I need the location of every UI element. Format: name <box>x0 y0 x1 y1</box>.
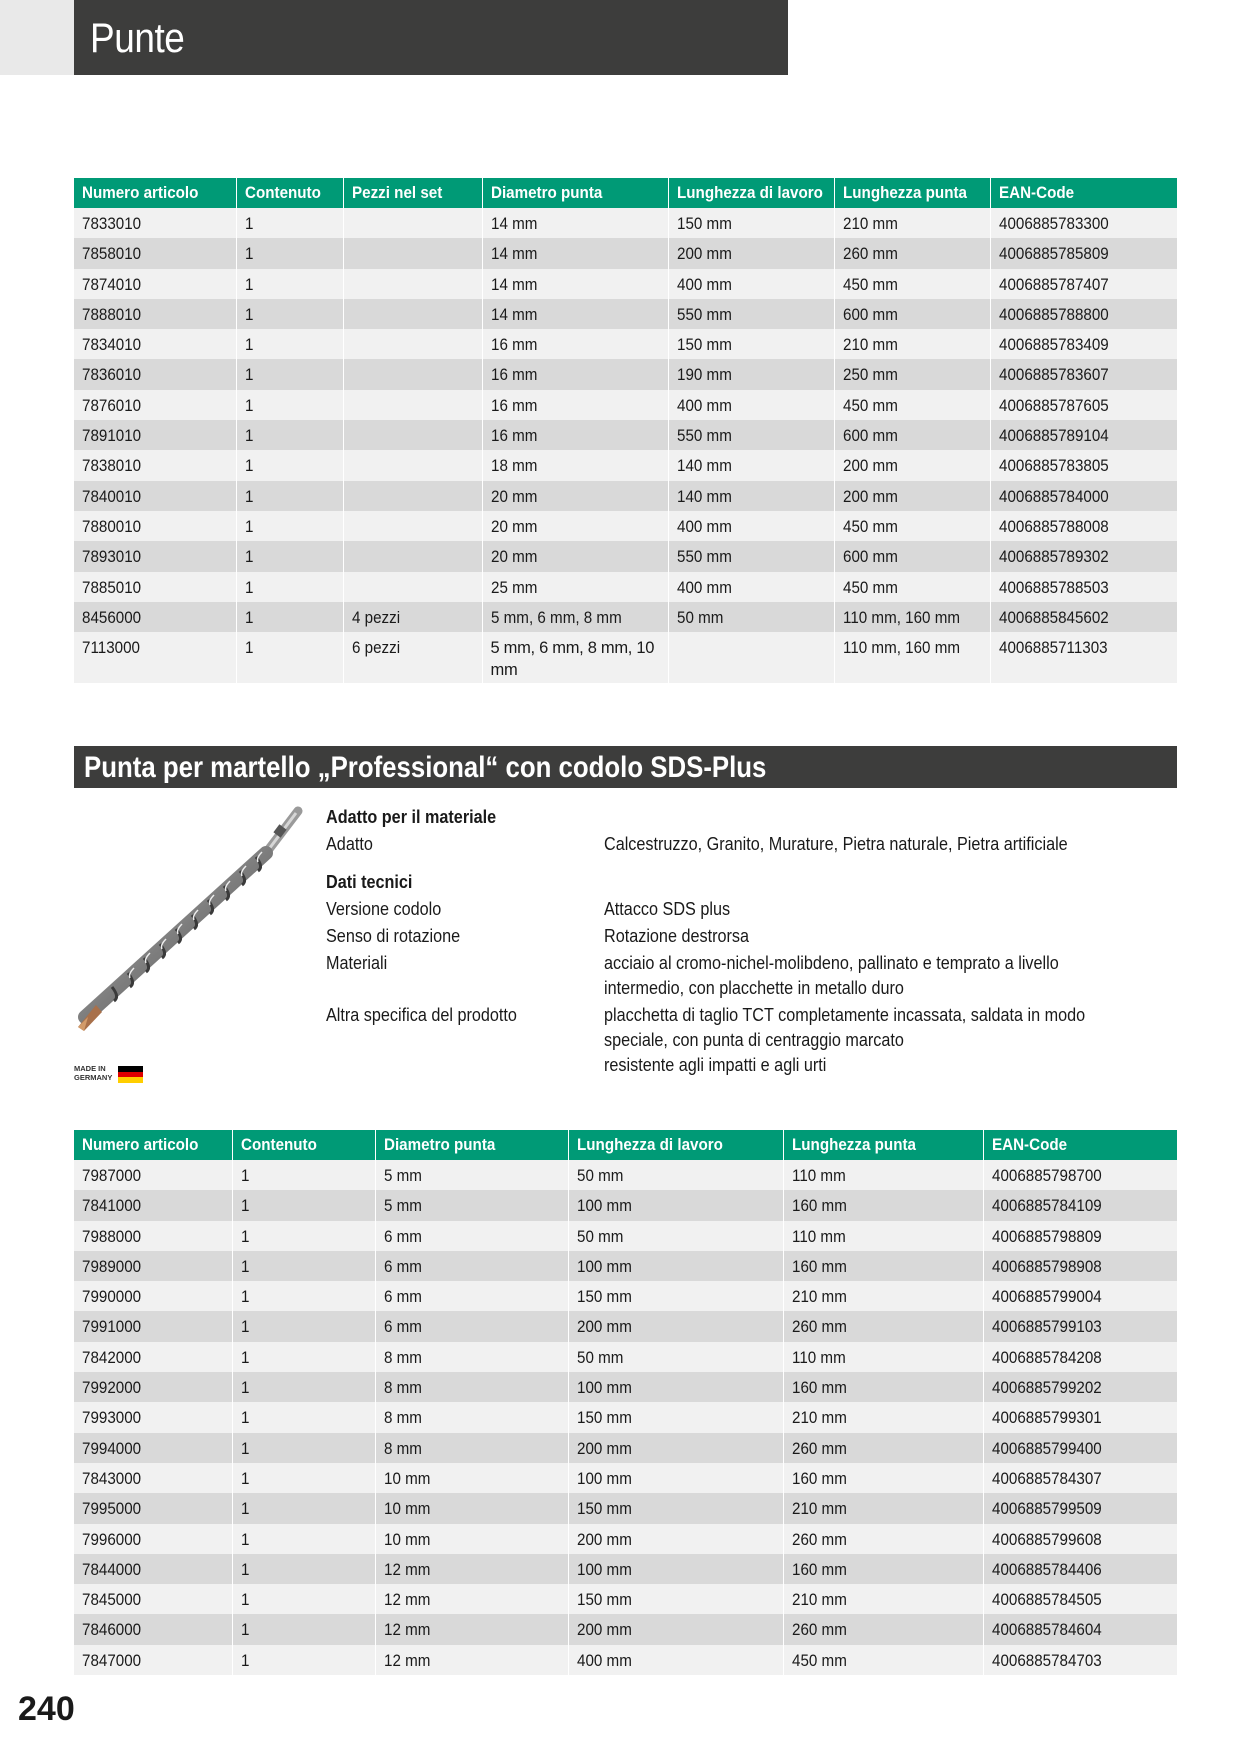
table-cell: 16 mm <box>482 329 668 359</box>
column-header: Lunghezza punta <box>834 178 990 208</box>
column-header: Pezzi nel set <box>343 178 482 208</box>
table-cell: 25 mm <box>482 572 668 602</box>
table-cell: 1 <box>232 1251 375 1281</box>
rotazione-value: Rotazione destrorsa <box>604 926 749 946</box>
table-cell: 4006885799103 <box>983 1311 1177 1341</box>
table-cell: 4006885784406 <box>983 1554 1177 1584</box>
table-cell: 200 mm <box>834 450 990 480</box>
table-cell: 160 mm <box>783 1372 983 1402</box>
table-cell: 150 mm <box>568 1402 783 1432</box>
table-cell: 200 mm <box>568 1433 783 1463</box>
table-cell <box>343 208 482 238</box>
table-cell: 110 mm <box>783 1221 983 1251</box>
table-cell: 1 <box>232 1372 375 1402</box>
table-cell: 7838010 <box>74 450 236 480</box>
table-cell: 4006885787407 <box>990 269 1177 299</box>
table-cell: 6 mm <box>375 1281 568 1311</box>
table-cell: 260 mm <box>783 1524 983 1554</box>
table-cell: 150 mm <box>668 329 834 359</box>
table-cell: 140 mm <box>668 450 834 480</box>
table-row <box>74 511 1177 541</box>
column-header: Contenuto <box>236 178 343 208</box>
table-row <box>74 1524 1177 1554</box>
table-header-row <box>74 178 1177 208</box>
table-cell: 4006885784109 <box>983 1190 1177 1220</box>
table-cell: 110 mm, 160 mm <box>834 602 990 632</box>
table-cell: 7874010 <box>74 269 236 299</box>
table-row <box>74 1493 1177 1523</box>
table-cell: 7844000 <box>74 1554 232 1584</box>
column-header: Numero articolo <box>74 178 236 208</box>
table-cell: 20 mm <box>482 481 668 511</box>
table-cell: 4006885845602 <box>990 602 1177 632</box>
material-heading: Adatto per il materiale <box>326 807 497 827</box>
column-header: Contenuto <box>232 1130 375 1160</box>
table-cell: 200 mm <box>834 481 990 511</box>
table-cell: 260 mm <box>783 1614 983 1644</box>
table-cell: 7113000 <box>74 632 236 683</box>
table-cell: 600 mm <box>834 541 990 571</box>
codolo-value: Attacco SDS plus <box>604 899 731 919</box>
table-row <box>74 632 1177 683</box>
drill-bits-table <box>74 178 1177 683</box>
table-cell: 14 mm <box>482 299 668 329</box>
table-cell: 7893010 <box>74 541 236 571</box>
table-cell: 7842000 <box>74 1342 232 1372</box>
column-header: Diametro punta <box>375 1130 568 1160</box>
table-cell: 450 mm <box>834 572 990 602</box>
table-cell: 400 mm <box>668 511 834 541</box>
table-row <box>74 1251 1177 1281</box>
altra-specifica-value-line-1: placchetta di taglio TCT completamente incassata, saldata in modo <box>604 1005 1086 1025</box>
table-row <box>74 1190 1177 1220</box>
table-cell <box>343 511 482 541</box>
table-cell: 210 mm <box>783 1584 983 1614</box>
table-cell: 7876010 <box>74 390 236 420</box>
table-cell: 550 mm <box>668 420 834 450</box>
rotazione-label: Senso di rotazione <box>326 926 461 946</box>
table-cell: 1 <box>232 1524 375 1554</box>
table-cell: 100 mm <box>568 1372 783 1402</box>
table-cell: 4006885789104 <box>990 420 1177 450</box>
page-header <box>74 0 788 75</box>
section-title: Punta per martello „Professional“ con codolo SDS-Plus <box>84 751 767 784</box>
table-cell: 1 <box>232 1342 375 1372</box>
table-cell: 1 <box>236 420 343 450</box>
table-cell: 6 mm <box>375 1311 568 1341</box>
table-cell: 210 mm <box>834 329 990 359</box>
table-cell: 7840010 <box>74 481 236 511</box>
table-cell: 1 <box>236 602 343 632</box>
sds-plus-bits-table <box>74 1130 1177 1675</box>
table-cell: 1 <box>236 390 343 420</box>
table-cell <box>343 450 482 480</box>
made-in-germany-badge <box>74 1063 154 1085</box>
table-cell: 7836010 <box>74 359 236 389</box>
table-row <box>74 1645 1177 1675</box>
table-cell <box>668 632 834 683</box>
table-row <box>74 329 1177 359</box>
table-cell: 16 mm <box>482 390 668 420</box>
table-cell: 6 pezzi <box>343 632 482 683</box>
table-cell: 5 mm, 6 mm, 8 mm, 10 mm <box>482 632 668 683</box>
table-cell: 10 mm <box>375 1463 568 1493</box>
table-cell: 7858010 <box>74 238 236 268</box>
table-cell: 7843000 <box>74 1463 232 1493</box>
table-cell: 1 <box>236 450 343 480</box>
table-cell: 1 <box>236 299 343 329</box>
table-cell: 7841000 <box>74 1190 232 1220</box>
table-cell: 5 mm <box>375 1160 568 1190</box>
table-row <box>74 208 1177 238</box>
table-cell: 8 mm <box>375 1402 568 1432</box>
table-cell: 14 mm <box>482 269 668 299</box>
table-cell: 20 mm <box>482 541 668 571</box>
table-cell: 160 mm <box>783 1251 983 1281</box>
table-cell: 550 mm <box>668 541 834 571</box>
table-cell: 16 mm <box>482 359 668 389</box>
table-row <box>74 1160 1177 1190</box>
table-cell: 1 <box>236 208 343 238</box>
table-row <box>74 238 1177 268</box>
table-cell: 1 <box>232 1281 375 1311</box>
table-cell: 1 <box>232 1584 375 1614</box>
table-cell: 260 mm <box>834 238 990 268</box>
table-cell <box>343 481 482 511</box>
table-cell: 260 mm <box>783 1311 983 1341</box>
table-cell: 8 mm <box>375 1342 568 1372</box>
table-cell: 8 mm <box>375 1433 568 1463</box>
table-cell: 50 mm <box>568 1342 783 1372</box>
table-cell: 4006885783409 <box>990 329 1177 359</box>
table-cell: 1 <box>232 1463 375 1493</box>
table-cell: 4006885798809 <box>983 1221 1177 1251</box>
table-cell: 12 mm <box>375 1614 568 1644</box>
altra-specifica-value-line-3: resistente agli impatti e agli urti <box>604 1055 827 1075</box>
table-cell: 210 mm <box>783 1493 983 1523</box>
table-cell: 4006885799202 <box>983 1372 1177 1402</box>
table-cell: 1 <box>232 1493 375 1523</box>
table-row <box>74 1281 1177 1311</box>
table-cell: 550 mm <box>668 299 834 329</box>
table-header-row <box>74 1130 1177 1160</box>
table-cell <box>343 572 482 602</box>
table-cell: 7987000 <box>74 1160 232 1190</box>
table-cell: 1 <box>232 1645 375 1675</box>
table-cell: 210 mm <box>834 208 990 238</box>
table-cell: 400 mm <box>668 390 834 420</box>
sds-plus-hammer-drill-bit-image <box>70 805 310 1035</box>
table-cell: 1 <box>232 1311 375 1341</box>
table-cell: 1 <box>232 1190 375 1220</box>
table-cell: 50 mm <box>668 602 834 632</box>
table-cell: 7993000 <box>74 1402 232 1432</box>
table-cell: 5 mm <box>375 1190 568 1220</box>
table-cell: 7891010 <box>74 420 236 450</box>
table-cell: 50 mm <box>568 1160 783 1190</box>
table-cell: 6 mm <box>375 1251 568 1281</box>
table-cell: 10 mm <box>375 1493 568 1523</box>
table-cell: 4006885799608 <box>983 1524 1177 1554</box>
table-cell: 1 <box>236 329 343 359</box>
section-header <box>74 746 1177 788</box>
table-cell: 7988000 <box>74 1221 232 1251</box>
table-cell: 7996000 <box>74 1524 232 1554</box>
table-row <box>74 1372 1177 1402</box>
table-cell: 200 mm <box>568 1311 783 1341</box>
table-cell: 100 mm <box>568 1554 783 1584</box>
table-cell: 4006885798908 <box>983 1251 1177 1281</box>
table-cell: 1 <box>236 541 343 571</box>
table-cell: 7990000 <box>74 1281 232 1311</box>
table-cell: 160 mm <box>783 1463 983 1493</box>
table-cell: 7989000 <box>74 1251 232 1281</box>
table-cell <box>343 359 482 389</box>
table-cell: 1 <box>232 1614 375 1644</box>
table-cell: 4006885788800 <box>990 299 1177 329</box>
made-in-line-2: GERMANY <box>74 1073 113 1082</box>
table-cell <box>343 299 482 329</box>
column-header: Lunghezza di lavoro <box>568 1130 783 1160</box>
table-cell: 7833010 <box>74 208 236 238</box>
table-cell: 10 mm <box>375 1524 568 1554</box>
table-cell: 1 <box>236 238 343 268</box>
page-title: Punte <box>90 14 185 61</box>
table-cell: 7888010 <box>74 299 236 329</box>
table-row <box>74 1342 1177 1372</box>
materiali-value-line-1: acciaio al cromo-nichel-molibdeno, pallinato e temprato a livello <box>604 953 1059 973</box>
table-cell <box>343 541 482 571</box>
table-cell: 8 mm <box>375 1372 568 1402</box>
table-cell: 12 mm <box>375 1554 568 1584</box>
table-cell: 1 <box>232 1402 375 1432</box>
table-cell: 7885010 <box>74 572 236 602</box>
table-cell: 8456000 <box>74 602 236 632</box>
table-cell: 150 mm <box>568 1493 783 1523</box>
table-cell: 4006885783300 <box>990 208 1177 238</box>
tech-data-heading: Dati tecnici <box>326 872 413 892</box>
table-row <box>74 1311 1177 1341</box>
table-row <box>74 1614 1177 1644</box>
table-cell: 100 mm <box>568 1463 783 1493</box>
table-cell: 150 mm <box>668 208 834 238</box>
table-cell <box>343 238 482 268</box>
adatto-label: Adatto <box>326 834 373 854</box>
column-header: Lunghezza punta <box>783 1130 983 1160</box>
table-cell: 200 mm <box>668 238 834 268</box>
table-cell: 4006885799509 <box>983 1493 1177 1523</box>
table-cell: 1 <box>236 511 343 541</box>
table-cell: 400 mm <box>668 269 834 299</box>
table-cell: 210 mm <box>783 1281 983 1311</box>
table-cell: 1 <box>236 359 343 389</box>
table-cell: 7834010 <box>74 329 236 359</box>
table-cell: 210 mm <box>783 1402 983 1432</box>
table-cell: 150 mm <box>568 1281 783 1311</box>
table-cell: 190 mm <box>668 359 834 389</box>
table-cell: 4 pezzi <box>343 602 482 632</box>
table-row <box>74 390 1177 420</box>
table-cell: 260 mm <box>783 1433 983 1463</box>
table-cell: 150 mm <box>568 1584 783 1614</box>
page-number: 240 <box>18 1690 75 1728</box>
table-cell: 7847000 <box>74 1645 232 1675</box>
table-cell: 450 mm <box>834 390 990 420</box>
table-cell: 4006885784000 <box>990 481 1177 511</box>
table-cell: 4006885784604 <box>983 1614 1177 1644</box>
table-cell: 1 <box>236 632 343 683</box>
materiali-value-line-2: intermedio, con placchette in metallo duro <box>604 978 904 998</box>
table-cell: 450 mm <box>834 269 990 299</box>
codolo-label: Versione codolo <box>326 899 442 919</box>
table-cell: 4006885789302 <box>990 541 1177 571</box>
table-cell: 7846000 <box>74 1614 232 1644</box>
table-cell: 16 mm <box>482 420 668 450</box>
table-row <box>74 269 1177 299</box>
table-cell: 100 mm <box>568 1190 783 1220</box>
table-cell: 450 mm <box>783 1645 983 1675</box>
column-header: EAN-Code <box>990 178 1177 208</box>
table-cell: 18 mm <box>482 450 668 480</box>
table-cell: 160 mm <box>783 1190 983 1220</box>
adatto-value: Calcestruzzo, Granito, Murature, Pietra naturale, Pietra artificiale <box>604 834 1068 854</box>
table-cell: 450 mm <box>834 511 990 541</box>
table-cell: 110 mm <box>783 1342 983 1372</box>
table-cell: 20 mm <box>482 511 668 541</box>
table-cell: 200 mm <box>568 1614 783 1644</box>
table-cell: 6 mm <box>375 1221 568 1251</box>
table-cell: 1 <box>236 481 343 511</box>
table-cell: 4006885787605 <box>990 390 1177 420</box>
table-cell: 600 mm <box>834 420 990 450</box>
left-margin-strip <box>0 0 74 75</box>
table-cell: 7995000 <box>74 1493 232 1523</box>
column-header: Numero articolo <box>74 1130 232 1160</box>
column-header: Lunghezza di lavoro <box>668 178 834 208</box>
table-cell: 400 mm <box>568 1645 783 1675</box>
table-cell: 7992000 <box>74 1372 232 1402</box>
table-cell: 4006885784307 <box>983 1463 1177 1493</box>
table-row <box>74 420 1177 450</box>
table-row <box>74 1463 1177 1493</box>
table-cell: 600 mm <box>834 299 990 329</box>
table-cell: 110 mm <box>783 1160 983 1190</box>
germany-flag-icon <box>118 1066 143 1083</box>
table-row <box>74 450 1177 480</box>
table-row <box>74 572 1177 602</box>
table-cell: 50 mm <box>568 1221 783 1251</box>
table-cell: 160 mm <box>783 1554 983 1584</box>
table-cell: 4006885798700 <box>983 1160 1177 1190</box>
table-cell: 4006885783607 <box>990 359 1177 389</box>
table-row <box>74 1402 1177 1432</box>
table-cell <box>343 390 482 420</box>
table-cell: 4006885799400 <box>983 1433 1177 1463</box>
table-cell: 1 <box>232 1433 375 1463</box>
table-cell: 1 <box>232 1221 375 1251</box>
table-cell: 4006885799004 <box>983 1281 1177 1311</box>
table-cell: 400 mm <box>668 572 834 602</box>
table-cell: 14 mm <box>482 208 668 238</box>
table-cell: 200 mm <box>568 1524 783 1554</box>
table-cell: 5 mm, 6 mm, 8 mm <box>482 602 668 632</box>
table-row <box>74 359 1177 389</box>
table-cell: 1 <box>236 572 343 602</box>
table-cell: 14 mm <box>482 238 668 268</box>
table-cell: 4006885788503 <box>990 572 1177 602</box>
table-row <box>74 1433 1177 1463</box>
table-row <box>74 481 1177 511</box>
table-cell: 250 mm <box>834 359 990 389</box>
table-cell: 1 <box>232 1554 375 1584</box>
materiali-label: Materiali <box>326 953 388 973</box>
table-cell: 7845000 <box>74 1584 232 1614</box>
table-cell: 4006885784208 <box>983 1342 1177 1372</box>
altra-specifica-label: Altra specifica del prodotto <box>326 1005 517 1025</box>
table-cell <box>343 420 482 450</box>
table-cell: 4006885785809 <box>990 238 1177 268</box>
column-header: EAN-Code <box>983 1130 1177 1160</box>
table-cell: 4006885711303 <box>990 632 1177 683</box>
table-cell: 4006885784703 <box>983 1645 1177 1675</box>
table-cell: 7991000 <box>74 1311 232 1341</box>
table-cell: 7994000 <box>74 1433 232 1463</box>
table-cell <box>343 329 482 359</box>
table-cell: 4006885788008 <box>990 511 1177 541</box>
table-cell: 1 <box>236 269 343 299</box>
table-row <box>74 1554 1177 1584</box>
table-cell: 1 <box>232 1160 375 1190</box>
table-row <box>74 602 1177 632</box>
made-in-line-1: MADE IN <box>74 1064 106 1073</box>
table-row <box>74 299 1177 329</box>
altra-specifica-value-line-2: speciale, con punta di centraggio marcato <box>604 1030 904 1050</box>
table-cell: 4006885799301 <box>983 1402 1177 1432</box>
table-cell: 100 mm <box>568 1251 783 1281</box>
table-cell: 7880010 <box>74 511 236 541</box>
table-row <box>74 541 1177 571</box>
table-cell: 12 mm <box>375 1584 568 1614</box>
table-cell <box>343 269 482 299</box>
table-cell: 110 mm, 160 mm <box>834 632 990 683</box>
table-cell: 4006885783805 <box>990 450 1177 480</box>
table-row <box>74 1221 1177 1251</box>
column-header: Diametro punta <box>482 178 668 208</box>
table-cell: 12 mm <box>375 1645 568 1675</box>
table-cell: 4006885784505 <box>983 1584 1177 1614</box>
table-row <box>74 1584 1177 1614</box>
table-cell: 140 mm <box>668 481 834 511</box>
